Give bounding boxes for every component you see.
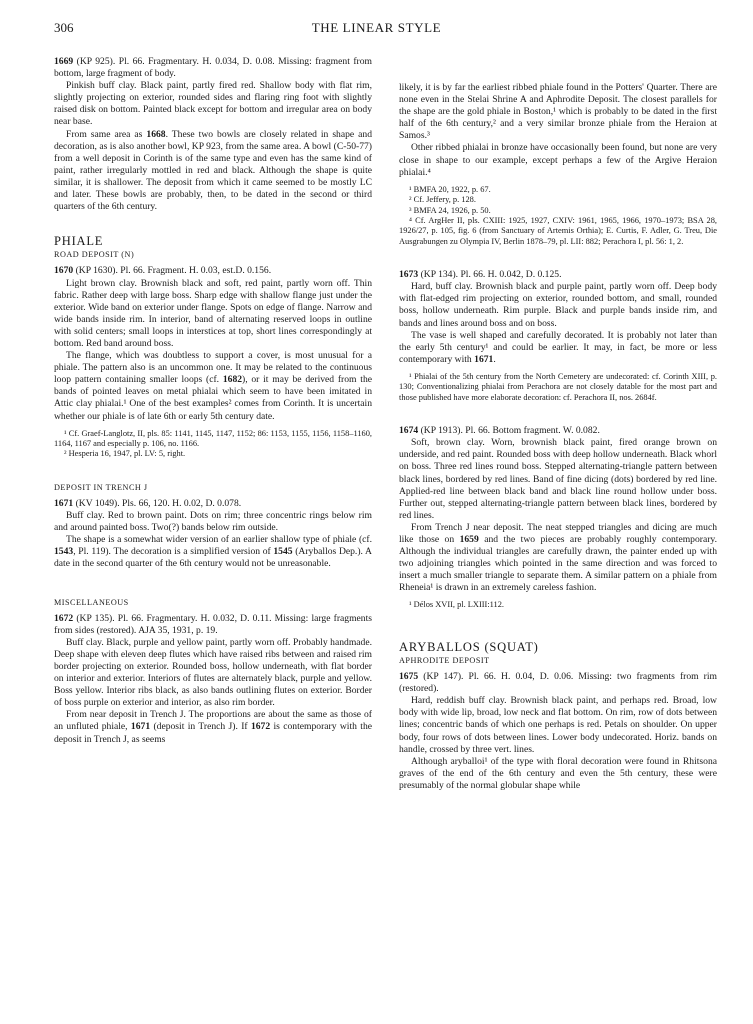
entry-heading: [399, 671, 717, 695]
entry-heading-text: (KP 135). Pl. 66. Fragmentary. H. 0.032, D. 0.11. Missing: large fragments from sides (restored). AJA 35, 1931, p. 19.: [54, 612, 372, 636]
entry-heading: [399, 269, 717, 281]
discussion-paragraph: [54, 350, 372, 423]
entry-heading-text: (KP 1913). Pl. 66. Bottom fragment. W. 0.082.: [418, 425, 600, 437]
section-trench-j: [54, 482, 372, 571]
catalogue-number: 1672: [54, 612, 74, 624]
footnotes: [54, 429, 372, 460]
discussion-text: ), or it may be derived from the bands of pointed leaves on metal phialai which seem to have been imitated in Attic clay phialai.¹ One of the best examples² comes from Corinth. It is uncertain whether our phiale is of late 6th or early 5th century date.: [54, 374, 372, 422]
footnote: ⁴ Cf. ArgHer II, pls. CXIII: 1925, 1927, CXIV: 1961, 1965, 1966, 1970–1973; BSA 28, 1926/27, p. 105, fig. 6 (from Sanctuary of Artemis Orthia); E. Curtis, F. Adler, G. Treu, Die Ausgrabungen zu Olympia IV, Berlin 1878–79, pl. LII: 882; Perachora I, pl. 56: 1, 2.: [399, 215, 717, 246]
description-paragraph: Buff clay. Black, purple and yellow paint, partly worn off. Probably handmade. Deep shape with eleven deep flutes which have raised ribs between and raised rim border projecting on exterior. Rounded boss, hollow underneath, with flat border on interior and exterior. Interiors of flutes are alternately black, purple and yellow. Boss yellow. Interior ribs black, as also bands outlining flutes on exterior. Border of boss purple on exterior and interior, as also rim border.: [54, 636, 372, 709]
discussion-text: is contemporary with the deposit in Trench J, as seems: [54, 721, 372, 745]
discussion-paragraph: [399, 522, 717, 595]
catalogue-number: 1671: [54, 497, 74, 509]
description-paragraph: Buff clay. Red to brown paint. Dots on rim; three concentric rings below rim and around painted boss. Two(?) bands below rim outside.: [54, 510, 372, 534]
footnotes: [399, 185, 717, 247]
description-paragraph: Pinkish buff clay. Black paint, partly fired red. Shallow body with flat rim, slightly projecting on exterior, rounded sides and flaring ring foot with slightly raised disk on bottom. Painted black except for bottom and irregular area on body near base.: [54, 80, 372, 128]
discussion-text: and the two pieces are probably roughly contemporary. Although the individual triangles are carefully drawn, the painter ended up with two adjoining triangles which pointed in the same direction and was forced to insert a much smaller triangle to separate them. A similar pattern on a phiale from Rheneia¹ is drawn in an extremely careless fashion.: [399, 534, 717, 594]
entry-heading-text: (KP 134). Pl. 66. H. 0.042, D. 0.125.: [418, 269, 562, 281]
discussion-paragraph: [399, 330, 717, 366]
running-head: THE LINEAR STYLE: [311, 20, 442, 35]
discussion-text: , Pl. 119). The decoration is a simplified version of: [73, 546, 274, 558]
catalogue-reference: 1682: [222, 374, 243, 386]
discussion-paragraph: [54, 129, 372, 214]
discussion-text: (Aryballos Dep.). A date in the second quarter of the 6th century would not be unreasonable.: [54, 546, 372, 570]
discussion-text: The vase is well shaped and carefully decorated. It is probably not later than the early 5th century¹ and could be earlier. It may, in fact, be more or less contemporary with: [399, 329, 717, 365]
continuation-1672: [399, 82, 717, 247]
entry-heading-text: (KV 1049). Pls. 66, 120. H. 0.02, D. 0.078.: [73, 497, 242, 509]
entry-heading: [54, 56, 372, 80]
discussion-paragraph: Other ribbed phialai in bronze have occasionally been found, but none are very close in shape to our example, except perhaps a few of the Argive Heraion phialai.⁴: [399, 142, 717, 178]
description-paragraph: Soft, brown clay. Worn, brownish black paint, fired orange brown on underside, and red paint. Rounded boss with deep hollow underneath. Black whorl on boss. Three red lines round boss. Stepped alternating-triangle pattern between black lines, bordered by red lines. Band of fine dicing (dots) bordered by red line. Applied-red line between black band and black line round hollow under boss. Further out, stepped alternating-triangle pattern between black lines, bordered by red lines.: [399, 437, 717, 521]
discussion-text: From same area as: [66, 128, 147, 140]
catalogue-number: 1674: [399, 425, 419, 437]
footnotes: [399, 372, 717, 403]
discussion-paragraph: [54, 534, 372, 570]
section-subtitle: DEPOSIT IN TRENCH J: [54, 482, 148, 492]
discussion-text: From Trench J near deposit. The neat stepped triangles and dicing are much like those on: [399, 521, 717, 545]
footnote: ¹ BMFA 20, 1922, p. 67.: [409, 184, 491, 194]
description-paragraph: Light brown clay. Brownish black and soft, red paint, partly worn off. Thin fabric. Rather deep with large boss. Sharp edge with shallow flange just under the exterior. Wide band on exterior under flange. Spots on edge of flange. Narrow and wide bands inside rim. In interior, band of alternating reserved loops in outline with solid centers; small loops in interstices at top, short lines correspondingly at bottom. Red band around boss.: [54, 277, 372, 349]
section-subtitle: ROAD DEPOSIT (N): [54, 250, 135, 260]
footnote: ² Cf. Jeffery, p. 128.: [409, 195, 476, 205]
catalogue-reference: 1545: [273, 546, 293, 558]
discussion-text: The flange, which was doubtless to support a cover, is most unusual for a phiale. The pattern also is an uncommon one. It may be related to the continuous loop pattern containing smaller loops (cf.: [54, 350, 372, 386]
description-paragraph: Hard, buff clay. Brownish black and purple paint, partly worn off. Deep body with flat-edged rim projecting on exterior, rounded bottom, and small, rounded boss, hollow underneath. Rim purple. Black and purple bands inside rim, and bands and lines around boss and on boss.: [399, 281, 717, 329]
discussion-paragraph: Although aryballoi¹ of the type with floral decoration were found in Rhitsona graves of the end of the 6th century and even the 5th century, these were presumably of the normal globular shape while: [399, 755, 717, 791]
section-aryballos: [399, 641, 717, 792]
description-paragraph: Hard, reddish buff clay. Brownish black paint, and perhaps red. Broad, low body with wide lip, broad, low neck and flat bottom. On rim, row of dots between lines; concentric bands of which one perhaps is red. Petals on shoulder. On upper body, four rows of dots between lines. Lower body undecorated. Horiz. bands on handle, crossed by three vert. lines.: [399, 695, 717, 755]
section-subtitle: MISCELLANEOUS: [54, 597, 129, 607]
discussion-text: The shape is a somewhat wider version of an earlier shallow type of phiale (cf.: [66, 534, 372, 546]
footnote: ¹ Cf. Graef-Langlotz, II, pls. 85: 1141, 1145, 1147, 1152; 86: 1153, 1155, 1156, 1158–1160, 1164, 1167 and especially p. 106, no. 1166.: [54, 428, 372, 449]
catalogue-number: 1669: [54, 56, 74, 67]
entry-1669: [54, 56, 372, 213]
footnote: ¹ Délos XVII, pl. LXIII:112.: [409, 600, 505, 610]
footnote: ³ BMFA 24, 1926, p. 50.: [409, 205, 491, 215]
footnotes: [399, 600, 717, 610]
catalogue-reference: 1659: [459, 534, 479, 545]
section-title: PHIALE: [54, 234, 104, 249]
catalogue-reference: 1671: [130, 721, 151, 733]
discussion-paragraph: likely, it is by far the earliest ribbed phiale found in the Potters' Quarter. There are none even in the Stelai Shrine A and Aphrodite Deposit. The closest parallels for the shape are the gold phiale in Boston,¹ which is probably to be dated in the first half of the 6th century,² and a very similar bronze phiale from the Heraion at Samos.³: [399, 82, 717, 142]
entry-heading: [54, 265, 372, 277]
section-subtitle: APHRODITE DEPOSIT: [399, 655, 490, 665]
discussion-text: .: [493, 353, 496, 365]
section-phiale: [54, 235, 372, 460]
catalogue-reference: 1668: [146, 128, 166, 140]
section-miscellaneous: [54, 597, 372, 746]
catalogue-number: 1673: [399, 269, 419, 281]
discussion-text: . These two bowls are closely related in shape and decoration, as is also another bowl, KP 923, from the same area. A bowl (C-50-77) from a well deposit in Corinth is of the same type and even has the same kind of paint, rather irregularly mottled in red and black. Although the shape is quite similar, it is shallower. The deposit from which it came seemed to be mostly LC and later. These bowls are probably, then, to be dated in the second or third quarters of the 6th century.: [54, 128, 372, 213]
entry-heading: [54, 613, 372, 637]
catalogue-number: 1670: [54, 265, 74, 277]
entry-heading-text: (KP 1630). Pl. 66. Fragment. H. 0.03, est.D. 0.156.: [73, 265, 272, 277]
catalogue-reference: 1672: [250, 721, 271, 733]
entry-heading: [399, 425, 717, 437]
discussion-text: From near deposit in Trench J. The proportions are about the same as those of an unfluted phiale,: [54, 709, 372, 733]
right-column: [399, 82, 717, 792]
entry-heading-text: (KP 147). Pl. 66. H. 0.04, D. 0.06. Missing: two fragments from rim (restored).: [399, 671, 717, 695]
left-column: [54, 56, 372, 746]
entry-heading: [54, 498, 372, 510]
page-number: 306: [54, 20, 74, 35]
entry-1674: [399, 425, 717, 611]
section-title: ARYBALLOS (SQUAT): [399, 639, 539, 654]
footnote: ² Hesperia 16, 1947, pl. LV: 5, right.: [64, 449, 186, 459]
discussion-paragraph: [54, 709, 372, 745]
catalogue-reference: 1671: [474, 353, 494, 365]
footnote: ¹ Phialai of the 5th century from the North Cemetery are undecorated: cf. Corinth XIII, p. 130; Conventionalizing phialai from Perachora are not closely datable for the most part and those published have more elaborate decoration: cf. Perachora II, nos. 2684f.: [399, 371, 717, 402]
catalogue-reference: 1543: [54, 546, 74, 558]
entry-1673: [399, 269, 717, 403]
entry-heading-text: (KP 925). Pl. 66. Fragmentary. H. 0.034, D. 0.08. Missing: fragment from bottom, large fragment of body.: [54, 56, 372, 80]
catalogue-number: 1675: [399, 671, 419, 683]
discussion-text: (deposit in Trench J). If: [150, 721, 251, 733]
